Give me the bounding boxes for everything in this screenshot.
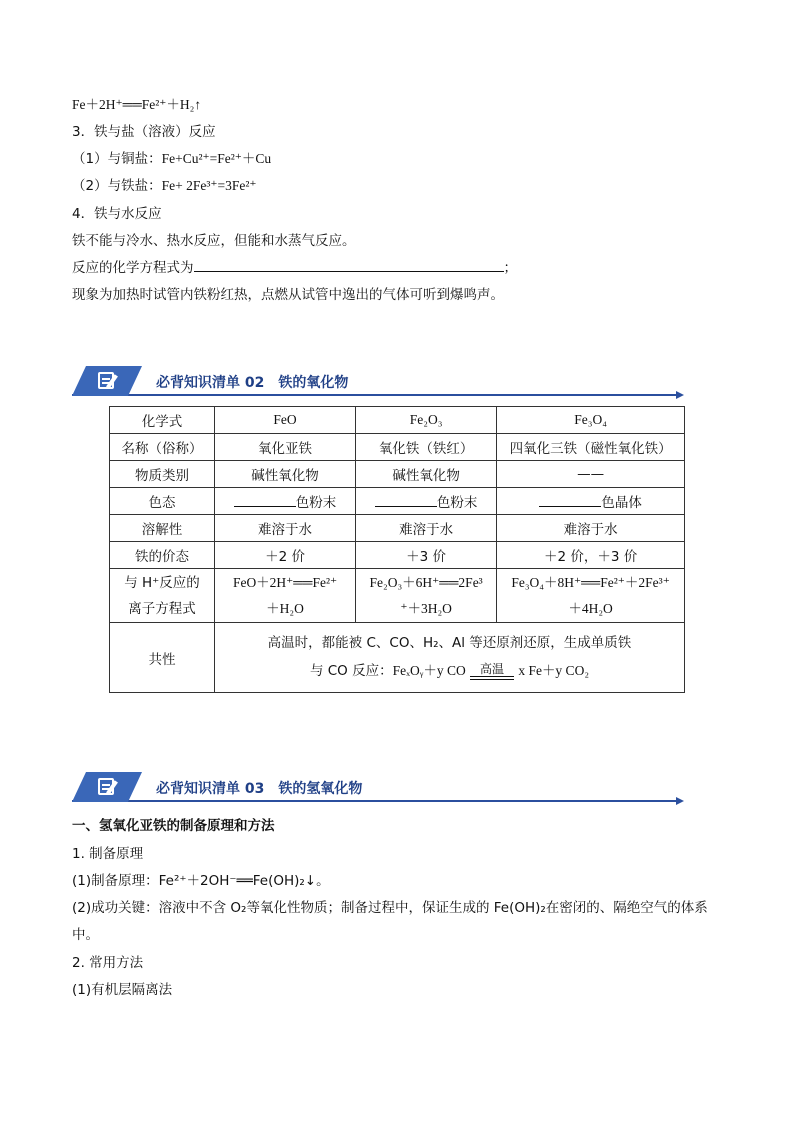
salt-copper-label: （1）与铜盐： bbox=[72, 151, 162, 167]
table-cell: 碱性氧化物 bbox=[214, 461, 355, 488]
row-label-line: 离子方程式 bbox=[128, 600, 196, 617]
table-cell: 难溶于水 bbox=[497, 515, 685, 542]
equation-prompt: 反应的化学方程式为 bbox=[72, 260, 194, 276]
header-cell: Fe₃O₄ bbox=[497, 407, 685, 434]
table-cell: —— bbox=[497, 461, 685, 488]
condition-text: 高温 bbox=[480, 661, 505, 676]
table-row bbox=[110, 515, 685, 542]
header-arrow-icon bbox=[676, 391, 684, 399]
row-label bbox=[110, 569, 215, 623]
header-underline bbox=[72, 800, 680, 802]
table-cell: ＋3 价 bbox=[356, 542, 497, 569]
ionic-eq-feo bbox=[214, 569, 355, 623]
eq-line: FeO＋2H⁺══Fe²⁺ bbox=[232, 574, 338, 590]
cell-text: 色晶体 bbox=[601, 495, 642, 511]
salt-iron-label: （2）与铁盐： bbox=[72, 178, 162, 194]
equation-end: ； bbox=[503, 260, 517, 276]
para-key-point: (2)成功关键：溶液中不含 O₂等氧化性物质；制备过程中，保证生成的 Fe(OH)₂在密闭的、隔绝空气的体系 bbox=[72, 900, 708, 916]
table-cell: 碱性氧化物 bbox=[356, 461, 497, 488]
cell-text: 色粉末 bbox=[436, 495, 478, 511]
color-blank[interactable] bbox=[234, 494, 296, 507]
para-method-1: (1)有机层隔离法 bbox=[72, 982, 173, 998]
row-label: 共性 bbox=[110, 623, 215, 693]
row-label: 物质类别 bbox=[110, 461, 215, 488]
ionic-eq-fe2o3 bbox=[356, 569, 497, 623]
table-cell: ＋2 价 bbox=[214, 542, 355, 569]
table-cell: 氧化铁（铁红） bbox=[356, 434, 497, 461]
table-cell: ＋2 价，＋3 价 bbox=[497, 542, 685, 569]
salt-iron-line bbox=[72, 177, 257, 195]
heading-fe-salt: 3．铁与盐（溶液）反应 bbox=[72, 124, 216, 140]
row-label: 溶解性 bbox=[110, 515, 215, 542]
section-title-oxides: 必背知识清单 02 铁的氧化物 bbox=[156, 375, 349, 391]
header-cell: 化学式 bbox=[110, 407, 215, 434]
section-title-hydroxides: 必背知识清单 03 铁的氢氧化物 bbox=[156, 781, 363, 797]
ionic-eq-fe3o4 bbox=[497, 569, 685, 623]
salt-iron-equation: Fe+ 2Fe³⁺=3Fe²⁺ bbox=[161, 178, 257, 193]
color-blank[interactable] bbox=[375, 494, 437, 507]
color-blank[interactable] bbox=[539, 494, 601, 507]
section-header-oxides bbox=[72, 366, 680, 400]
common-prefix: 与 CO 反应： bbox=[309, 662, 393, 679]
table-row bbox=[110, 542, 685, 569]
water-text: 铁不能与冷水、热水反应，但能和水蒸气反应。 bbox=[72, 233, 356, 249]
table-cell: 四氧化三铁（磁性氧化铁） bbox=[497, 434, 685, 461]
header-tab bbox=[72, 772, 142, 802]
subheading-ferrous-hydroxide: 一、氢氧化亚铁的制备原理和方法 bbox=[72, 818, 275, 834]
eq-left: FeₓOᵧ＋y CO bbox=[392, 662, 466, 678]
row-label: 色态 bbox=[110, 488, 215, 515]
para-key-point-cont: 中。 bbox=[72, 927, 99, 943]
section-header-hydroxides bbox=[72, 772, 680, 806]
para-methods-heading: 2. 常用方法 bbox=[72, 955, 144, 971]
cell-text: 色粉末 bbox=[295, 495, 337, 511]
para-principle: (1)制备原理：Fe²⁺＋2OH⁻══Fe(OH)₂↓。 bbox=[72, 873, 330, 889]
phenomenon-text: 现象为加热时试管内铁粉红热，点燃从试管中逸出的气体可听到爆鸣声。 bbox=[72, 287, 504, 303]
para-principle-heading: 1. 制备原理 bbox=[72, 846, 144, 862]
table-cell: 难溶于水 bbox=[214, 515, 355, 542]
eq-line: ＋4H₂O bbox=[568, 600, 613, 616]
common-line-1: 高温时，都能被 C、CO、H₂、Al 等还原剂还原，生成单质铁 bbox=[267, 634, 632, 651]
row-label: 名称（俗称） bbox=[110, 434, 215, 461]
salt-copper-line bbox=[72, 150, 271, 168]
table-cell bbox=[214, 488, 355, 515]
table-cell bbox=[356, 488, 497, 515]
table-row bbox=[110, 434, 685, 461]
eq-line: ⁺＋3H₂O bbox=[400, 600, 452, 616]
table-cell: 难溶于水 bbox=[356, 515, 497, 542]
eq-line: ＋H₂O bbox=[266, 600, 304, 616]
common-cell bbox=[214, 623, 684, 693]
equation-fe-acid: Fe＋2H⁺══Fe²⁺＋H₂↑ bbox=[72, 97, 202, 112]
table-row bbox=[110, 488, 685, 515]
reaction-condition bbox=[470, 662, 514, 680]
table-cell: 氧化亚铁 bbox=[214, 434, 355, 461]
equation-prompt-line bbox=[72, 259, 517, 277]
header-tab bbox=[72, 366, 142, 396]
table-row-ionic bbox=[110, 569, 685, 623]
oxide-table bbox=[109, 406, 685, 693]
answer-blank[interactable] bbox=[194, 259, 504, 272]
eq-line: Fe₃O₄＋8H⁺══Fe²⁺＋2Fe³⁺ bbox=[511, 574, 670, 590]
heading-fe-water: 4．铁与水反应 bbox=[72, 206, 162, 222]
eq-right: x Fe＋y CO₂ bbox=[518, 662, 590, 678]
table-row-common bbox=[110, 623, 685, 693]
table-header-row bbox=[110, 407, 685, 434]
table-row bbox=[110, 461, 685, 488]
eq-line: Fe₂O₃＋6H⁺══2Fe³ bbox=[369, 574, 483, 590]
table-cell bbox=[497, 488, 685, 515]
equals-bar bbox=[470, 676, 514, 680]
header-underline bbox=[72, 394, 680, 396]
header-cell: Fe₂O₃ bbox=[356, 407, 497, 434]
row-label-line: 与 H⁺反应的 bbox=[124, 574, 200, 591]
common-line-2 bbox=[217, 656, 682, 686]
header-cell: FeO bbox=[214, 407, 355, 434]
header-arrow-icon bbox=[676, 797, 684, 805]
row-label: 铁的价态 bbox=[110, 542, 215, 569]
salt-copper-equation: Fe+Cu²⁺=Fe²⁺＋Cu bbox=[161, 151, 272, 166]
